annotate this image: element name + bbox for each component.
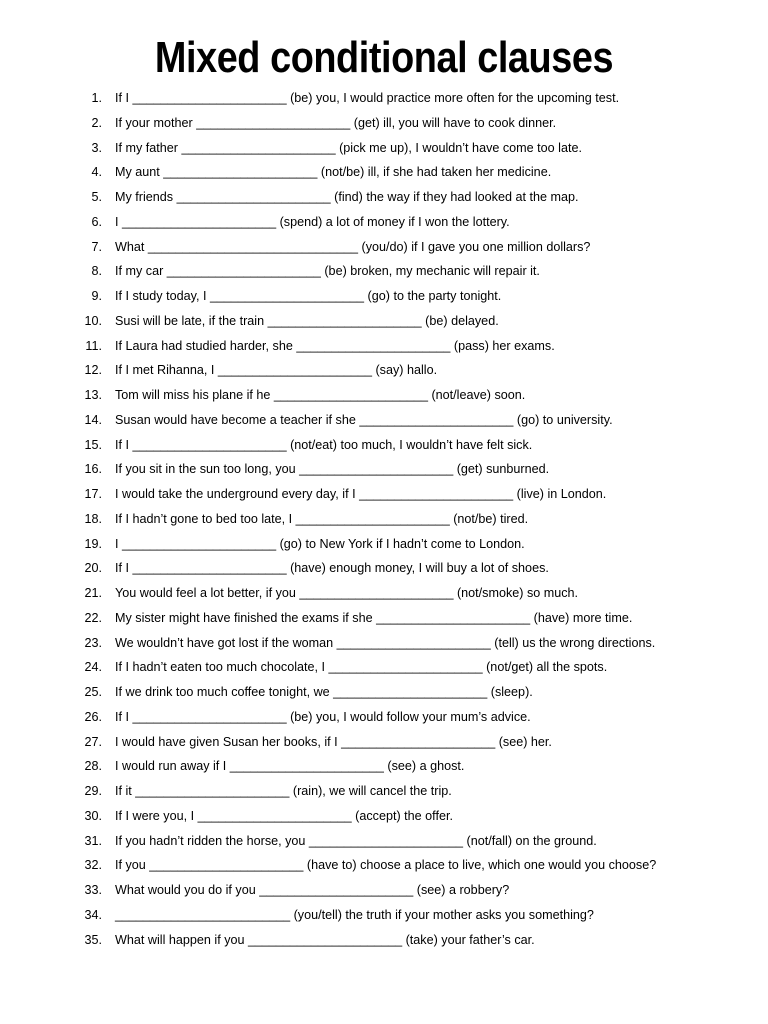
exercise-item — [0, 457, 768, 482]
exercise-item — [0, 507, 768, 532]
exercise-sentence: If I hadn’t gone to bed too late, I ______________________ (not/be) tired. — [115, 511, 529, 526]
exercise-item — [0, 185, 768, 210]
exercise-item — [0, 408, 768, 433]
exercise-item — [0, 136, 768, 161]
exercise-sentence: If you sit in the sun too long, you ______________________ (get) sunburned. — [115, 462, 550, 477]
exercise-number: 18. — [84, 511, 102, 526]
exercise-sentence: What will happen if you ______________________ (take) your father’s car. — [115, 932, 535, 947]
exercise-number: 13. — [84, 388, 102, 402]
exercise-sentence: If my car ______________________ (be) broken, my mechanic will repair it. — [115, 264, 540, 279]
exercise-sentence: If I met Rihanna, I ______________________ (say) hallo. — [115, 363, 438, 378]
exercise-sentence: If Laura had studied harder, she ______________________ (pass) her exams. — [115, 338, 555, 353]
exercise-sentence: If I ______________________ (not/eat) too much, I wouldn’t have felt sick. — [115, 437, 533, 452]
exercise-item — [0, 631, 768, 656]
exercise-number: 29. — [84, 784, 102, 798]
exercise-sentence: If I hadn’t eaten too much chocolate, I ______________________ (not/get) all the spots. — [115, 660, 608, 675]
exercise-number: 15. — [84, 437, 102, 452]
exercise-number: 26. — [84, 709, 102, 724]
exercise-item — [0, 655, 768, 680]
exercise-number: 19. — [84, 536, 102, 551]
exercise-item — [0, 358, 768, 383]
exercise-item — [0, 730, 768, 755]
exercise-item — [0, 680, 768, 705]
exercise-number: 23. — [84, 635, 102, 650]
exercise-sentence: If I were you, I ______________________ (accept) the offer. — [115, 808, 453, 823]
exercise-number: 11. — [85, 338, 102, 353]
exercise-sentence: If your mother ______________________ (get) ill, you will have to cook dinner. — [115, 115, 557, 130]
page-title: Mixed conditional clauses — [154, 33, 614, 82]
exercise-item — [0, 235, 768, 260]
exercise-number: 6. — [91, 214, 102, 229]
exercise-item — [0, 111, 768, 136]
exercise-sentence: Tom will miss his plane if he ______________________ (not/leave) soon. — [115, 388, 526, 402]
exercise-sentence: I ______________________ (spend) a lot of money if I won the lottery. — [115, 214, 510, 229]
exercise-item — [0, 259, 768, 284]
exercise-number: 33. — [84, 883, 102, 897]
exercise-number: 32. — [84, 858, 102, 873]
exercise-item — [0, 705, 768, 730]
exercise-number: 30. — [84, 808, 102, 823]
exercise-sentence: If I ______________________ (have) enough money, I will buy a lot of shoes. — [115, 561, 549, 576]
exercise-item — [0, 284, 768, 309]
exercise-sentence: If you ______________________ (have to) choose a place to live, which one would you choose? — [115, 858, 657, 873]
exercise-sentence: If we drink too much coffee tonight, we ______________________ (sleep). — [115, 685, 533, 699]
exercise-sentence: I ______________________ (go) to New York if I hadn’t come to London. — [115, 536, 525, 551]
exercise-item — [0, 433, 768, 458]
exercise-number: 16. — [84, 462, 102, 477]
exercise-number: 35. — [84, 932, 102, 947]
exercise-item — [0, 804, 768, 829]
exercise-sentence: My friends ______________________ (find) the way if they had looked at the map. — [115, 190, 579, 204]
exercise-sentence: If I ______________________ (be) you, I would practice more often for the upcoming test. — [115, 91, 620, 105]
exercise-item — [0, 903, 768, 928]
exercise-number: 7. — [91, 239, 102, 254]
exercise-sentence: If it ______________________ (rain), we will cancel the trip. — [115, 784, 452, 798]
exercise-sentence: Susan would have become a teacher if she ______________________ (go) to university. — [115, 412, 613, 427]
exercise-sentence: If I study today, I ______________________ (go) to the party tonight. — [115, 289, 502, 303]
exercise-item — [0, 532, 768, 557]
exercise-item — [0, 581, 768, 606]
exercise-sentence: You would feel a lot better, if you ______________________ (not/smoke) so much. — [115, 586, 579, 600]
exercise-number: 1. — [91, 91, 102, 105]
exercise-item — [0, 556, 768, 581]
exercise-item — [0, 928, 768, 953]
exercise-item — [0, 160, 768, 185]
exercise-number: 27. — [84, 734, 102, 749]
exercise-item — [0, 210, 768, 235]
exercise-sentence: If my father ______________________ (pick me up), I wouldn’t have come too late. — [115, 140, 582, 155]
exercise-item — [0, 853, 768, 878]
exercise-number: 21. — [84, 586, 102, 600]
exercise-item — [0, 383, 768, 408]
exercise-item — [0, 779, 768, 804]
exercise-sentence: My sister might have finished the exams if she ______________________ (have) more time. — [115, 610, 633, 625]
exercise-sentence: I would run away if I ______________________ (see) a ghost. — [115, 759, 465, 774]
exercise-sentence: We wouldn’t have got lost if the woman ______________________ (tell) us the wrong directions. — [115, 635, 656, 650]
exercise-item — [0, 754, 768, 779]
exercise-sentence: I would take the underground every day, if I ______________________ (live) in London. — [115, 487, 607, 501]
exercise-item — [0, 86, 768, 111]
exercise-number: 20. — [84, 561, 102, 576]
exercise-number: 10. — [84, 313, 102, 328]
exercise-list — [0, 86, 768, 952]
exercise-sentence: Susi will be late, if the train ______________________ (be) delayed. — [115, 313, 499, 328]
exercise-sentence: _________________________ (you/tell) the truth if your mother asks you something? — [115, 907, 594, 922]
exercise-number: 34. — [84, 907, 102, 922]
exercise-number: 8. — [91, 264, 102, 279]
exercise-number: 28. — [84, 759, 102, 774]
exercise-number: 22. — [84, 610, 102, 625]
exercise-number: 24. — [84, 660, 102, 675]
exercise-sentence: My aunt ______________________ (not/be) ill, if she had taken her medicine. — [115, 165, 552, 180]
exercise-item — [0, 829, 768, 854]
exercise-number: 3. — [91, 140, 102, 155]
exercise-sentence: If I ______________________ (be) you, I would follow your mum’s advice. — [115, 709, 531, 724]
exercise-number: 14. — [84, 412, 102, 427]
exercise-item — [0, 334, 768, 359]
exercise-number: 25. — [84, 685, 102, 699]
exercise-number: 12. — [84, 363, 102, 378]
exercise-item — [0, 878, 768, 903]
exercise-sentence: What would you do if you ______________________ (see) a robbery? — [115, 883, 510, 897]
exercise-number: 5. — [91, 190, 102, 204]
exercise-item — [0, 606, 768, 631]
exercise-number: 17. — [84, 487, 102, 501]
exercise-number: 4. — [91, 165, 102, 180]
exercise-number: 9. — [91, 289, 102, 303]
exercise-number: 31. — [84, 833, 102, 848]
exercise-sentence: If you hadn’t ridden the horse, you ______________________ (not/fall) on the ground. — [115, 833, 597, 848]
exercise-item — [0, 309, 768, 334]
exercise-sentence: I would have given Susan her books, if I ______________________ (see) her. — [115, 734, 552, 749]
exercise-item — [0, 482, 768, 507]
exercise-sentence: What ______________________________ (you/do) if I gave you one million dollars? — [115, 239, 591, 254]
exercise-number: 2. — [91, 115, 102, 130]
